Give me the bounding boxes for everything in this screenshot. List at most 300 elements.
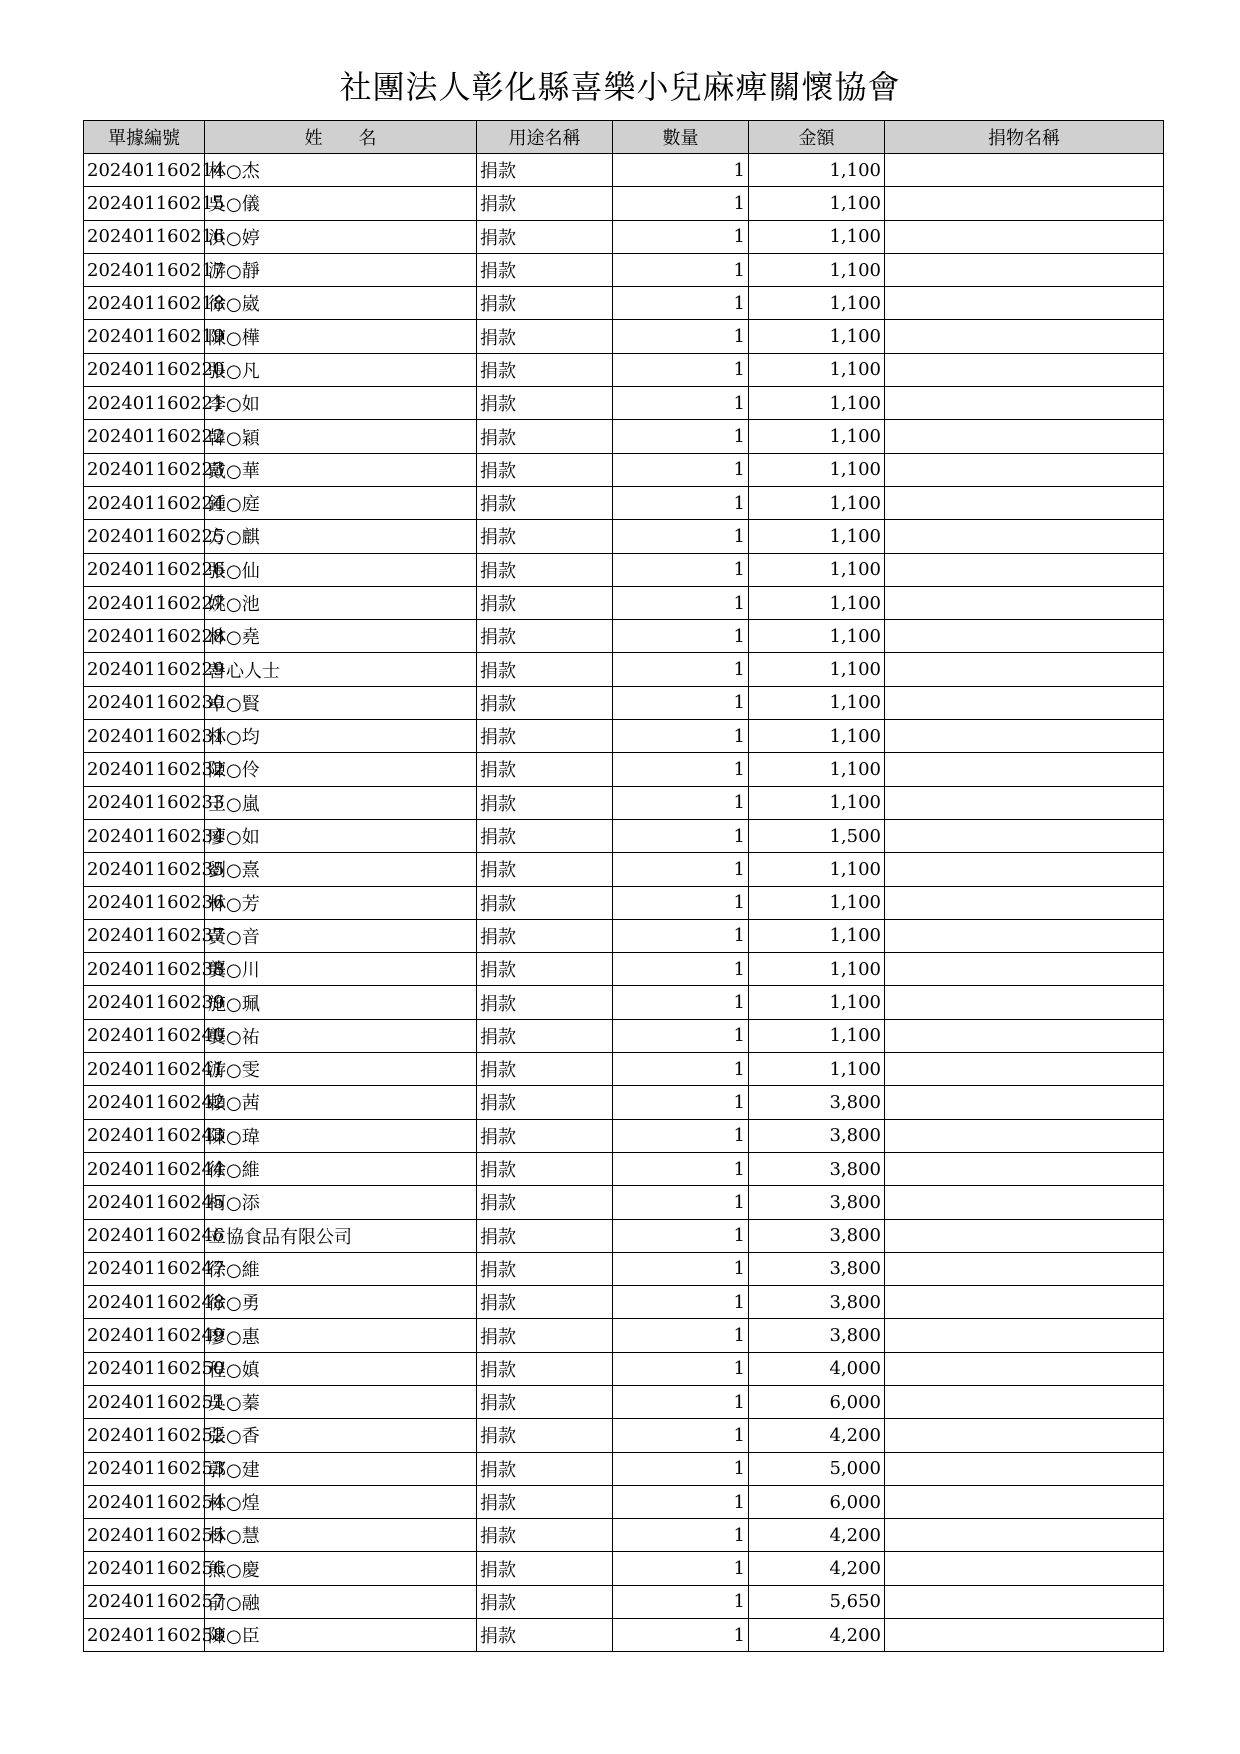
amount-cell: 1,100 [749,486,885,519]
quantity-cell: 1 [613,653,749,686]
quantity-cell: 1 [613,387,749,420]
item-name-cell [885,1385,1164,1418]
name-cell: 立協食品有限公司 [205,1219,477,1252]
table-row [84,819,1164,852]
name-cell: 林○芳 [205,886,477,919]
item-name-cell [885,154,1164,187]
amount-cell: 1,100 [749,453,885,486]
amount-cell: 1,100 [749,620,885,653]
amount-cell: 1,100 [749,154,885,187]
purpose-cell: 捐款 [477,1219,613,1252]
purpose-cell: 捐款 [477,553,613,586]
amount-cell: 1,100 [749,653,885,686]
name-cell: 陳○瑋 [205,1119,477,1152]
quantity-cell: 1 [613,1219,749,1252]
amount-cell: 1,100 [749,353,885,386]
quantity-cell: 1 [613,919,749,952]
amount-cell: 1,100 [749,720,885,753]
purpose-cell: 捐款 [477,1286,613,1319]
receipt-no-cell: 202401160223 [84,453,205,486]
item-name-cell [885,653,1164,686]
receipt-no-cell: 202401160258 [84,1619,205,1652]
name-cell: 賴○茜 [205,1086,477,1119]
purpose-cell: 捐款 [477,520,613,553]
item-name-cell [885,919,1164,952]
receipt-no-cell: 202401160253 [84,1452,205,1485]
purpose-cell: 捐款 [477,1319,613,1352]
receipt-no-cell: 202401160215 [84,187,205,220]
quantity-cell: 1 [613,686,749,719]
purpose-cell: 捐款 [477,1019,613,1052]
item-name-cell [885,1552,1164,1585]
table-row [84,253,1164,286]
receipt-no-cell: 202401160257 [84,1585,205,1618]
item-name-cell [885,353,1164,386]
table-body [84,154,1164,1652]
receipt-no-cell: 202401160221 [84,387,205,420]
quantity-cell: 1 [613,1352,749,1385]
receipt-no-cell: 202401160256 [84,1552,205,1585]
amount-cell: 1,100 [749,387,885,420]
item-name-cell [885,686,1164,719]
name-cell: 徐○維 [205,1252,477,1285]
name-cell: 張○香 [205,1419,477,1452]
purpose-cell: 捐款 [477,420,613,453]
receipt-no-cell: 202401160237 [84,919,205,952]
purpose-cell: 捐款 [477,1385,613,1418]
receipt-no-cell: 202401160240 [84,1019,205,1052]
name-cell: 游○靜 [205,253,477,286]
purpose-cell: 捐款 [477,1485,613,1518]
name-cell: 鍾○庭 [205,486,477,519]
receipt-no-cell: 202401160218 [84,287,205,320]
item-name-cell [885,1152,1164,1185]
purpose-cell: 捐款 [477,287,613,320]
receipt-no-cell: 202401160230 [84,686,205,719]
table-row [84,220,1164,253]
name-cell: 徐○勇 [205,1286,477,1319]
document-title: 社團法人彰化縣喜樂小兒麻痺關懷協會 [339,68,901,106]
table-row [84,353,1164,386]
table-row [84,1019,1164,1052]
amount-cell: 5,650 [749,1585,885,1618]
table-row [84,520,1164,553]
amount-cell: 4,200 [749,1519,885,1552]
item-name-cell [885,453,1164,486]
name-cell: 郭○建 [205,1452,477,1485]
receipt-no-cell: 202401160250 [84,1352,205,1385]
item-name-cell [885,886,1164,919]
amount-cell: 1,100 [749,553,885,586]
table-row [84,1352,1164,1385]
purpose-cell: 捐款 [477,253,613,286]
quantity-cell: 1 [613,786,749,819]
quantity-cell: 1 [613,953,749,986]
quantity-cell: 1 [613,253,749,286]
purpose-cell: 捐款 [477,853,613,886]
table-row [84,1319,1164,1352]
name-cell: 劉○熹 [205,853,477,886]
item-name-cell [885,1119,1164,1152]
item-name-cell [885,1585,1164,1618]
name-cell: 陳○臣 [205,1619,477,1652]
quantity-cell: 1 [613,1286,749,1319]
item-name-cell [885,420,1164,453]
item-name-cell [885,819,1164,852]
receipt-no-cell: 202401160234 [84,819,205,852]
amount-cell: 3,800 [749,1219,885,1252]
purpose-cell: 捐款 [477,986,613,1019]
header-quantity: 數量 [613,121,749,154]
item-name-cell [885,1319,1164,1352]
item-name-cell [885,520,1164,553]
item-name-cell [885,1053,1164,1086]
name-cell: 吳○儀 [205,187,477,220]
header-name: 姓 名 [205,121,477,154]
item-name-cell [885,220,1164,253]
name-cell: 吳○蓁 [205,1385,477,1418]
purpose-cell: 捐款 [477,154,613,187]
amount-cell: 1,100 [749,220,885,253]
table-row [84,1119,1164,1152]
name-cell: 陳○樺 [205,320,477,353]
amount-cell: 4,000 [749,1352,885,1385]
table-row [84,1152,1164,1185]
amount-cell: 1,100 [749,786,885,819]
item-name-cell [885,586,1164,619]
table-row [84,786,1164,819]
purpose-cell: 捐款 [477,1619,613,1652]
item-name-cell [885,553,1164,586]
receipt-no-cell: 202401160247 [84,1252,205,1285]
receipt-no-cell: 202401160255 [84,1519,205,1552]
item-name-cell [885,320,1164,353]
quantity-cell: 1 [613,154,749,187]
name-cell: 游○雯 [205,1053,477,1086]
purpose-cell: 捐款 [477,1585,613,1618]
table-row [84,753,1164,786]
table-row [84,1619,1164,1652]
table-row [84,1219,1164,1252]
purpose-cell: 捐款 [477,953,613,986]
amount-cell: 3,800 [749,1186,885,1219]
purpose-cell: 捐款 [477,220,613,253]
item-name-cell [885,1485,1164,1518]
amount-cell: 3,800 [749,1152,885,1185]
quantity-cell: 1 [613,1019,749,1052]
quantity-cell: 1 [613,1552,749,1585]
name-cell: 黃○音 [205,919,477,952]
amount-cell: 1,100 [749,686,885,719]
receipt-no-cell: 202401160246 [84,1219,205,1252]
purpose-cell: 捐款 [477,1119,613,1152]
table-row [84,1585,1164,1618]
receipt-no-cell: 202401160241 [84,1053,205,1086]
table-row [84,1452,1164,1485]
name-cell: 俞○融 [205,1585,477,1618]
quantity-cell: 1 [613,320,749,353]
amount-cell: 1,100 [749,187,885,220]
receipt-no-cell: 202401160216 [84,220,205,253]
table-row [84,1086,1164,1119]
purpose-cell: 捐款 [477,1252,613,1285]
name-cell: 李○如 [205,387,477,420]
amount-cell: 1,100 [749,1019,885,1052]
amount-cell: 1,100 [749,287,885,320]
name-cell: 韓○穎 [205,420,477,453]
amount-cell: 1,100 [749,919,885,952]
quantity-cell: 1 [613,586,749,619]
table-row [84,1519,1164,1552]
donation-table [83,120,1164,1652]
name-cell: 張○凡 [205,353,477,386]
amount-cell: 4,200 [749,1552,885,1585]
item-name-cell [885,1519,1164,1552]
quantity-cell: 1 [613,220,749,253]
quantity-cell: 1 [613,187,749,220]
receipt-no-cell: 202401160248 [84,1286,205,1319]
purpose-cell: 捐款 [477,1152,613,1185]
item-name-cell [885,620,1164,653]
table-row [84,986,1164,1019]
receipt-no-cell: 202401160217 [84,253,205,286]
name-cell: 龔○祐 [205,1019,477,1052]
name-cell: 方○麒 [205,520,477,553]
amount-cell: 1,100 [749,320,885,353]
amount-cell: 4,200 [749,1419,885,1452]
purpose-cell: 捐款 [477,1053,613,1086]
purpose-cell: 捐款 [477,819,613,852]
receipt-no-cell: 202401160224 [84,486,205,519]
quantity-cell: 1 [613,853,749,886]
receipt-no-cell: 202401160227 [84,586,205,619]
receipt-no-cell: 202401160236 [84,886,205,919]
purpose-cell: 捐款 [477,686,613,719]
receipt-no-cell: 202401160214 [84,154,205,187]
table-row [84,553,1164,586]
receipt-no-cell: 202401160235 [84,853,205,886]
amount-cell: 1,500 [749,819,885,852]
receipt-no-cell: 202401160225 [84,520,205,553]
table-row [84,1552,1164,1585]
quantity-cell: 1 [613,1119,749,1152]
receipt-no-cell: 202401160243 [84,1119,205,1152]
purpose-cell: 捐款 [477,1552,613,1585]
table-row [84,886,1164,919]
quantity-cell: 1 [613,1152,749,1185]
table-row [84,287,1164,320]
quantity-cell: 1 [613,1319,749,1352]
item-name-cell [885,753,1164,786]
name-cell: 徐○崴 [205,287,477,320]
table-row [84,1485,1164,1518]
receipt-no-cell: 202401160222 [84,420,205,453]
item-name-cell [885,1452,1164,1485]
table-row [84,154,1164,187]
name-cell: 柯○添 [205,1186,477,1219]
item-name-cell [885,1286,1164,1319]
item-name-cell [885,853,1164,886]
quantity-cell: 1 [613,886,749,919]
table-row [84,453,1164,486]
item-name-cell [885,1252,1164,1285]
item-name-cell [885,1352,1164,1385]
amount-cell: 6,000 [749,1385,885,1418]
purpose-cell: 捐款 [477,353,613,386]
receipt-no-cell: 202401160219 [84,320,205,353]
purpose-cell: 捐款 [477,753,613,786]
purpose-cell: 捐款 [477,320,613,353]
quantity-cell: 1 [613,1452,749,1485]
amount-cell: 6,000 [749,1485,885,1518]
item-name-cell [885,986,1164,1019]
item-name-cell [885,187,1164,220]
quantity-cell: 1 [613,1385,749,1418]
amount-cell: 1,100 [749,953,885,986]
purpose-cell: 捐款 [477,720,613,753]
table-row [84,486,1164,519]
quantity-cell: 1 [613,720,749,753]
quantity-cell: 1 [613,1585,749,1618]
purpose-cell: 捐款 [477,387,613,420]
receipt-no-cell: 202401160239 [84,986,205,1019]
amount-cell: 1,100 [749,1053,885,1086]
table-row [84,420,1164,453]
quantity-cell: 1 [613,486,749,519]
name-cell: 姚○池 [205,586,477,619]
name-cell: 林○均 [205,720,477,753]
purpose-cell: 捐款 [477,1352,613,1385]
quantity-cell: 1 [613,819,749,852]
quantity-cell: 1 [613,1485,749,1518]
receipt-no-cell: 202401160220 [84,353,205,386]
receipt-no-cell: 202401160251 [84,1385,205,1418]
receipt-no-cell: 202401160242 [84,1086,205,1119]
item-name-cell [885,486,1164,519]
name-cell: 陳○伶 [205,753,477,786]
table-row [84,387,1164,420]
purpose-cell: 捐款 [477,653,613,686]
name-cell: 林○杰 [205,154,477,187]
table-row [84,187,1164,220]
quantity-cell: 1 [613,986,749,1019]
receipt-no-cell: 202401160245 [84,1186,205,1219]
amount-cell: 1,100 [749,520,885,553]
amount-cell: 1,100 [749,986,885,1019]
item-name-cell [885,253,1164,286]
name-cell: 龔○川 [205,953,477,986]
name-cell: 徐○維 [205,1152,477,1185]
table-row [84,1419,1164,1452]
quantity-cell: 1 [613,1252,749,1285]
receipt-no-cell: 202401160231 [84,720,205,753]
amount-cell: 1,100 [749,420,885,453]
purpose-cell: 捐款 [477,919,613,952]
item-name-cell [885,953,1164,986]
table-row [84,620,1164,653]
amount-cell: 5,000 [749,1452,885,1485]
receipt-no-cell: 202401160244 [84,1152,205,1185]
amount-cell: 4,200 [749,1619,885,1652]
amount-cell: 1,100 [749,586,885,619]
table-row [84,653,1164,686]
item-name-cell [885,1086,1164,1119]
table-row [84,720,1164,753]
receipt-no-cell: 202401160228 [84,620,205,653]
amount-cell: 3,800 [749,1086,885,1119]
receipt-no-cell: 202401160238 [84,953,205,986]
purpose-cell: 捐款 [477,187,613,220]
amount-cell: 1,100 [749,853,885,886]
purpose-cell: 捐款 [477,586,613,619]
quantity-cell: 1 [613,1619,749,1652]
amount-cell: 1,100 [749,886,885,919]
purpose-cell: 捐款 [477,486,613,519]
purpose-cell: 捐款 [477,886,613,919]
quantity-cell: 1 [613,453,749,486]
table-header-row [84,121,1164,154]
purpose-cell: 捐款 [477,1419,613,1452]
purpose-cell: 捐款 [477,453,613,486]
name-cell: 廖○如 [205,819,477,852]
item-name-cell [885,1019,1164,1052]
table-row [84,1053,1164,1086]
table-row [84,1286,1164,1319]
quantity-cell: 1 [613,1053,749,1086]
table-row [84,919,1164,952]
item-name-cell [885,720,1164,753]
name-cell: 善心人士 [205,653,477,686]
table-row [84,953,1164,986]
name-cell: 林○慧 [205,1519,477,1552]
amount-cell: 3,800 [749,1252,885,1285]
name-cell: 林○堯 [205,620,477,653]
item-name-cell [885,1186,1164,1219]
table-row [84,320,1164,353]
quantity-cell: 1 [613,520,749,553]
name-cell: 戴○華 [205,453,477,486]
quantity-cell: 1 [613,553,749,586]
item-name-cell [885,287,1164,320]
table-row [84,686,1164,719]
receipt-no-cell: 202401160254 [84,1485,205,1518]
quantity-cell: 1 [613,1519,749,1552]
header-purpose: 用途名稱 [477,121,613,154]
header-item-name: 捐物名稱 [885,121,1164,154]
purpose-cell: 捐款 [477,1452,613,1485]
receipt-no-cell: 202401160226 [84,553,205,586]
quantity-cell: 1 [613,1086,749,1119]
name-cell: 張○仙 [205,553,477,586]
name-cell: 熊○慶 [205,1552,477,1585]
quantity-cell: 1 [613,287,749,320]
quantity-cell: 1 [613,420,749,453]
receipt-no-cell: 202401160229 [84,653,205,686]
receipt-no-cell: 202401160233 [84,786,205,819]
purpose-cell: 捐款 [477,1086,613,1119]
receipt-no-cell: 202401160249 [84,1319,205,1352]
quantity-cell: 1 [613,620,749,653]
table-row [84,1186,1164,1219]
table-row [84,853,1164,886]
item-name-cell [885,1619,1164,1652]
quantity-cell: 1 [613,1419,749,1452]
name-cell: 程○嫃 [205,1352,477,1385]
amount-cell: 3,800 [749,1319,885,1352]
amount-cell: 1,100 [749,753,885,786]
name-cell: 林○煌 [205,1485,477,1518]
header-receipt-no: 單據編號 [84,121,205,154]
